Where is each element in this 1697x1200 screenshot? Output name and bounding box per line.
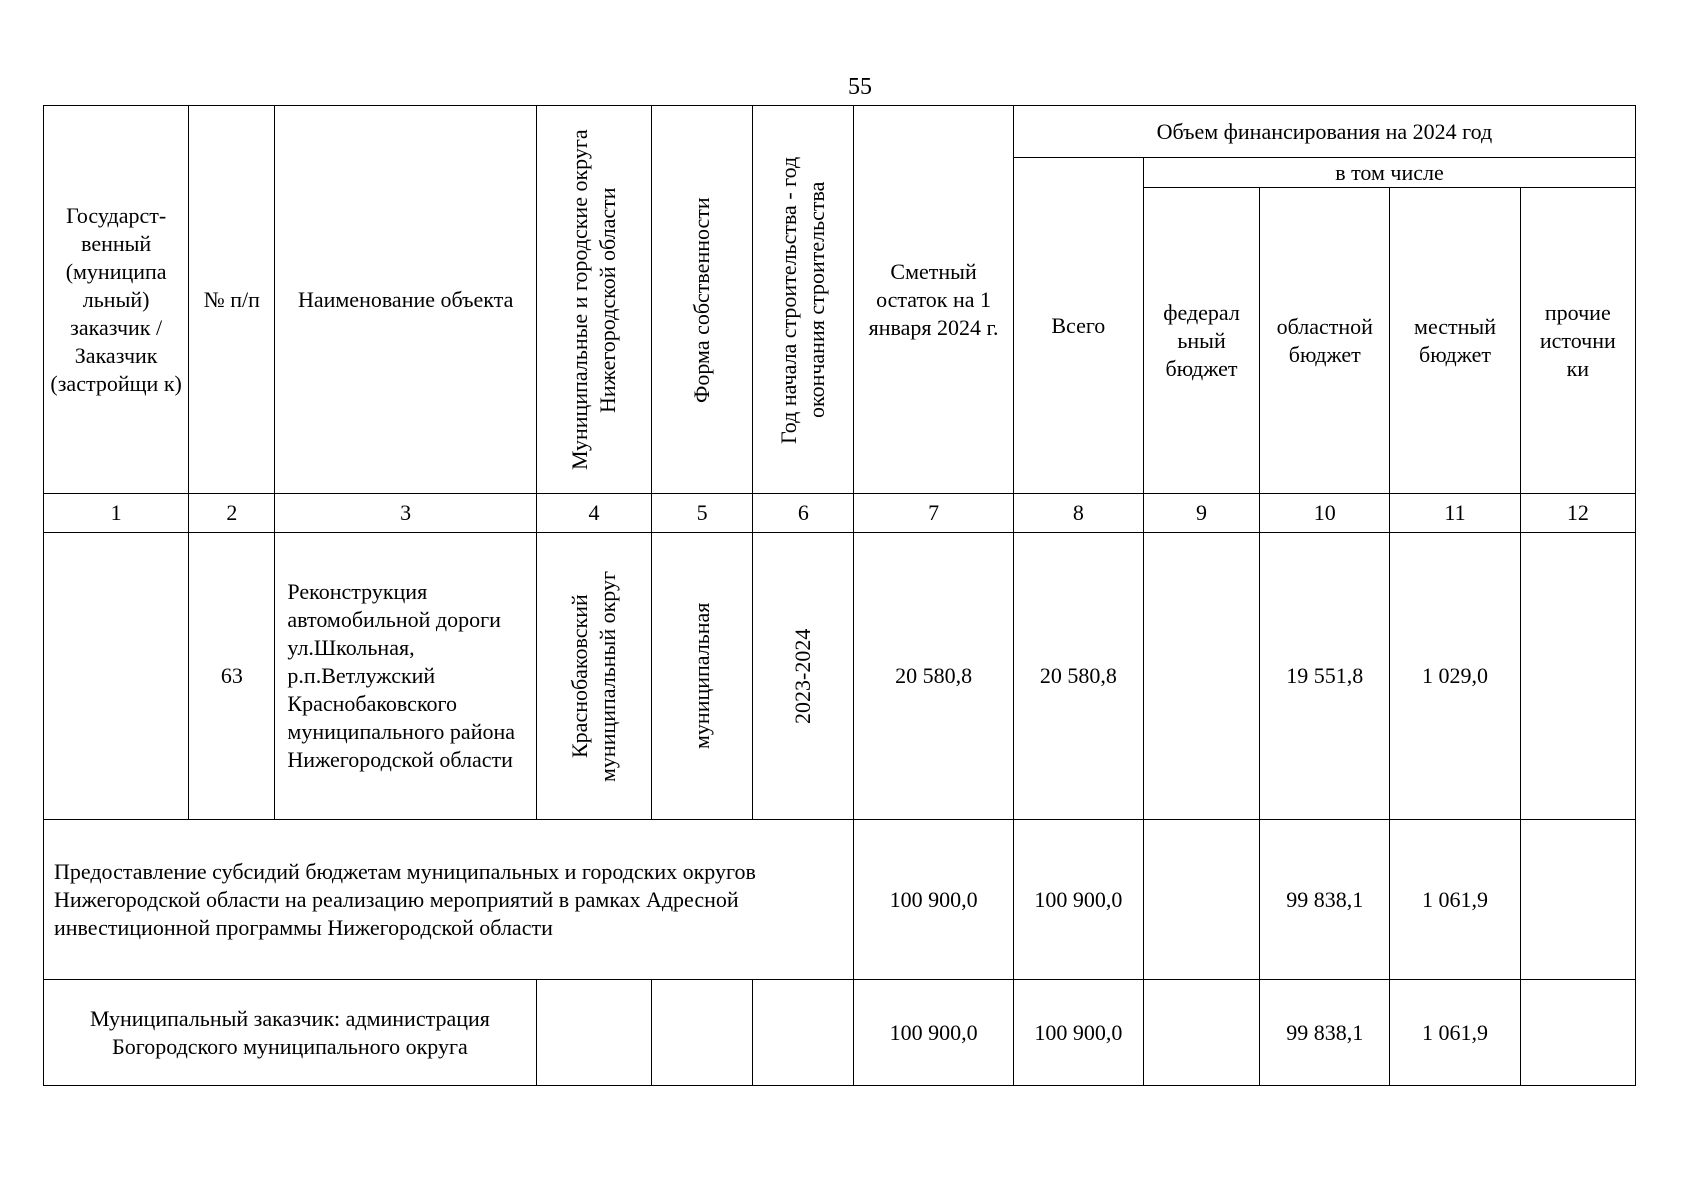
customer-regional: 99 838,1 [1260, 980, 1390, 1086]
column-number: 6 [753, 494, 854, 533]
table-row [44, 980, 1636, 1086]
column-number: 7 [854, 494, 1013, 533]
subsidy-estimate: 100 900,0 [854, 820, 1013, 980]
column-number: 10 [1260, 494, 1390, 533]
header-years-text: Год начала строительства - год окончания строительства [776, 155, 830, 444]
row-ownership [652, 533, 753, 820]
row-district [536, 533, 651, 820]
subsidy-total: 100 900,0 [1013, 820, 1143, 980]
column-number: 4 [536, 494, 651, 533]
row-local: 1 029,0 [1390, 533, 1520, 820]
subsidy-label: Предоставление субсидий бюджетам муниципальных и городских округов Нижегородской области на реализацию мероприятий в рамках Адресной инвестиционной программы Нижегородской области [44, 820, 854, 980]
customer-other [1520, 980, 1635, 1086]
row-object-name: Реконструкция автомобильной дороги ул.Школьная, р.п.Ветлужский Краснобаковского муниципального района Нижегородской области [275, 533, 536, 820]
column-number: 5 [652, 494, 753, 533]
header-districts [536, 106, 651, 494]
header-ownership-text: Форма собственности [689, 196, 715, 403]
header-federal: федерал ьный бюджет [1143, 188, 1259, 494]
subsidy-federal [1143, 820, 1259, 980]
header-object-name: Наименование объекта [275, 106, 536, 494]
header-other: прочие источни ки [1520, 188, 1635, 494]
table-row [44, 820, 1636, 980]
header-including: в том числе [1143, 158, 1635, 188]
header-districts-text: Муниципальные и городские округа Нижегородской области [566, 129, 620, 470]
subsidy-regional: 99 838,1 [1260, 820, 1390, 980]
header-number: № п/п [189, 106, 275, 494]
customer-district [536, 980, 651, 1086]
financing-table [43, 105, 1636, 1086]
header-funding: Объем финансирования на 2024 год [1013, 106, 1635, 158]
customer-years [753, 980, 854, 1086]
header-ownership [652, 106, 753, 494]
row-years [753, 533, 854, 820]
row-customer [44, 533, 189, 820]
customer-federal [1143, 980, 1259, 1086]
header-regional: областной бюджет [1260, 188, 1390, 494]
column-number: 2 [189, 494, 275, 533]
row-regional: 19 551,8 [1260, 533, 1390, 820]
customer-local: 1 061,9 [1390, 980, 1520, 1086]
header-estimate: Сметный остаток на 1 января 2024 г. [854, 106, 1013, 494]
customer-ownership [652, 980, 753, 1086]
column-number: 8 [1013, 494, 1143, 533]
header-years [753, 106, 854, 494]
row-district-text: Краснобаковский муниципальный округ [566, 570, 620, 782]
subsidy-local: 1 061,9 [1390, 820, 1520, 980]
row-total: 20 580,8 [1013, 533, 1143, 820]
table-row [44, 533, 1636, 820]
row-other [1520, 533, 1635, 820]
column-number: 3 [275, 494, 536, 533]
row-estimate: 20 580,8 [854, 533, 1013, 820]
header-total: Всего [1013, 158, 1143, 494]
column-number: 11 [1390, 494, 1520, 533]
header-local: местный бюджет [1390, 188, 1520, 494]
column-number: 1 [44, 494, 189, 533]
header-customer: Государст-венный (муниципа льный) заказчик / Заказчик (застройщи к) [44, 106, 189, 494]
row-ownership-text: муниципальная [689, 602, 715, 750]
column-number: 9 [1143, 494, 1259, 533]
column-number: 12 [1520, 494, 1635, 533]
page-number: 55 [848, 74, 872, 100]
subsidy-other [1520, 820, 1635, 980]
customer-estimate: 100 900,0 [854, 980, 1013, 1086]
row-number: 63 [189, 533, 275, 820]
customer-total: 100 900,0 [1013, 980, 1143, 1086]
row-federal [1143, 533, 1259, 820]
customer-label: Муниципальный заказчик: администрация Богородского муниципального округа [44, 980, 537, 1086]
row-years-text: 2023-2024 [790, 628, 816, 724]
